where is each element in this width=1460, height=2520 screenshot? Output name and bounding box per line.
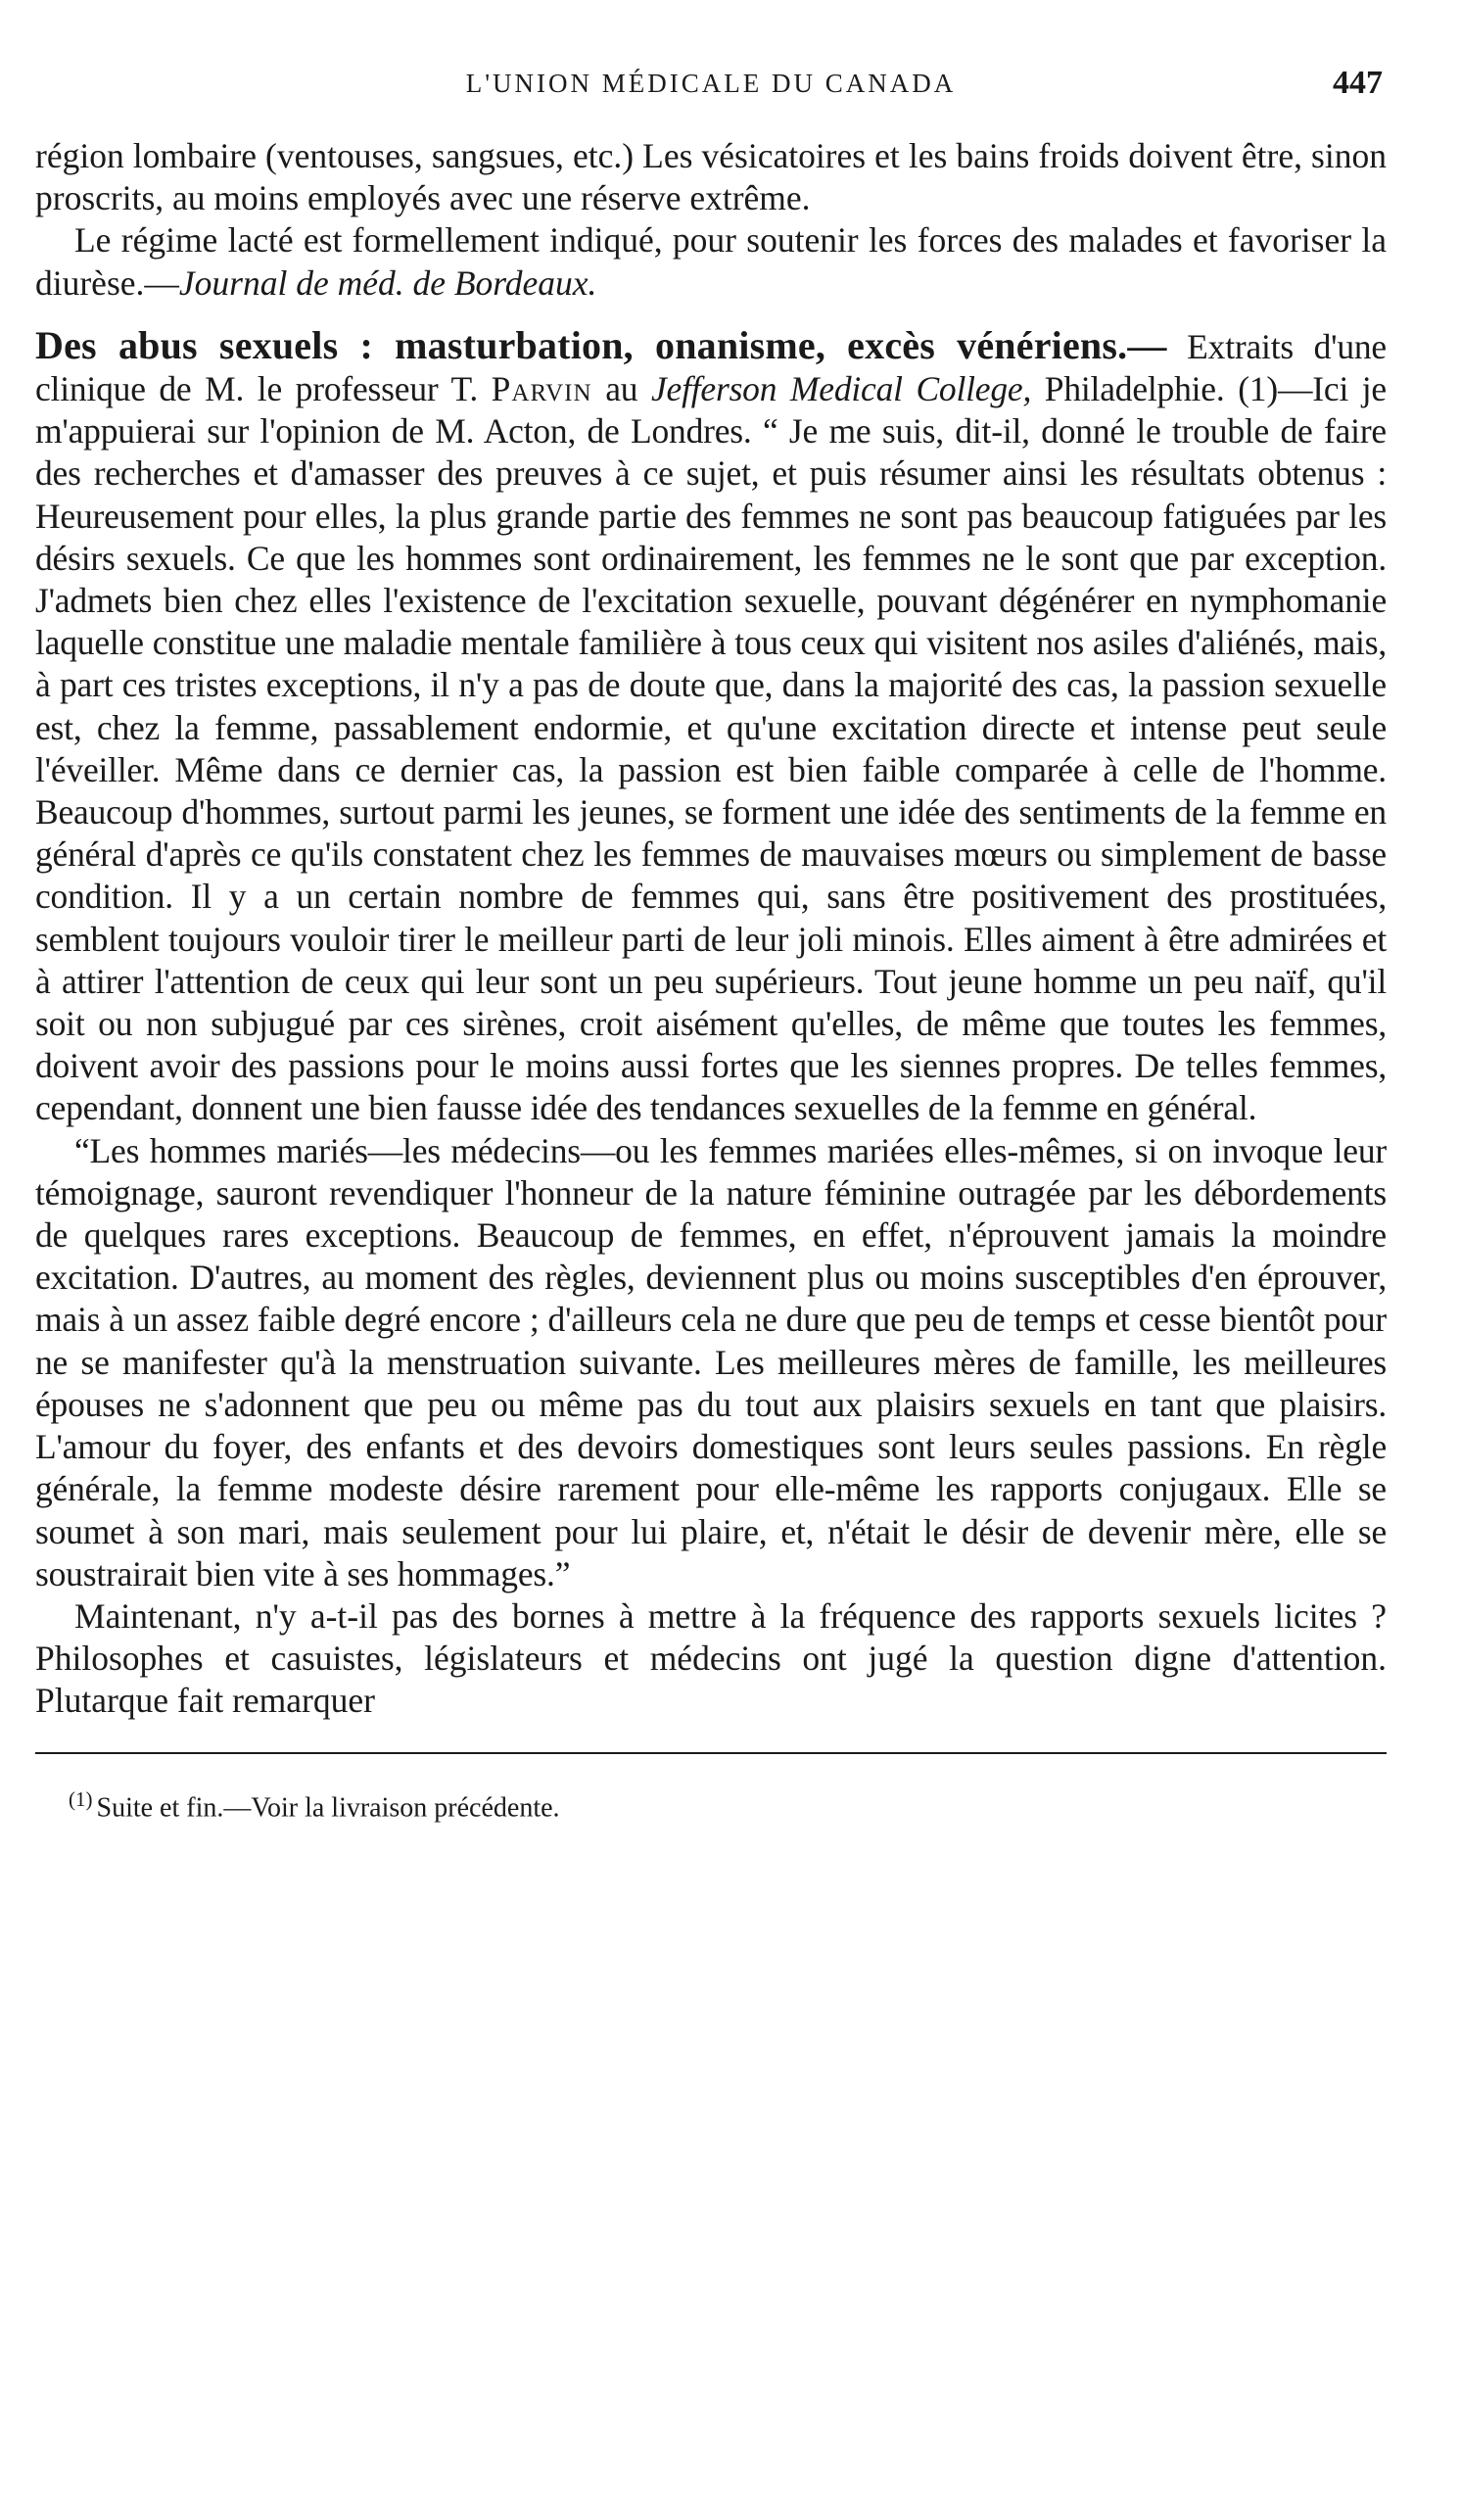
section-gap (35, 305, 1387, 324)
prev-article-paragraph-2 (35, 219, 1387, 304)
running-title: L'UNION MÉDICALE DU CANADA (465, 69, 957, 98)
article-paragraph-3: Maintenant, n'y a-t-il pas des bornes à mettre à la fréquence des rapports sexuels licites ? Philosophes et casuistes, législateurs et médecins ont jugé la question digne d'attention. Plutarque fait remarquer (35, 1595, 1387, 1721)
prev-article-paragraph-2-text: Le régime lacté est formellement indiqué, pour soutenir les forces des malades et favoriser la diurèse.— (35, 220, 1387, 303)
article-intro-c: Philadelphie. (1044, 369, 1225, 409)
footnote-mark: (1) (69, 1786, 93, 1811)
article-paragraph-1 (35, 324, 1387, 1130)
article-paragraph-1-body: —Ici je m'appuierai sur l'opinion de M. Acton, de Londres. “ Je me suis, dit-il, donné le trouble de faire des recherches et d'amasser des preuves à ce sujet, et puis résumer ainsi les résultats obtenus : Heureusement pour elles, la plus grande partie des femmes ne sont pas beaucoup fatiguées par les désirs sexuels. Ce que les hommes sont ordinairement, les femmes ne le sont que par exception. J'admets bien chez elles l'existence de l'excitation sexuelle, pouvant dégénérer en nymphomanie laquelle constitue une maladie mentale familière à tous ceux qui visitent nos asiles d'aliénés, mais, à part ces tristes exceptions, il n'y a pas de doute que, dans la majorité des cas, la passion sexuelle est, chez la femme, passablement endormie, et qu'une excitation directe et intense peut seule l'éveiller. Même dans ce dernier cas, la passion est bien faible comparée à celle de l'homme. Beaucoup d'hommes, surtout parmi les jeunes, se forment une idée des sentiments de la femme en général d'après ce qu'ils constatent chez les femmes de mauvaises mœurs ou simplement de basse condition. Il y a un certain nombre de femmes qui, sans être positivement des prostituées, semblent toujours vouloir tirer le meilleur parti de leur joli minois. Elles aiment à être admirées et à attirer l'attention de ceux qui leur sont un peu supérieurs. Tout jeune homme un peu naïf, qu'il soit ou non subjugué par ces sirènes, croit aisément qu'elles, de même que toutes les femmes, doivent avoir des passions pour le moins aussi fortes que les siennes propres. De telles femmes, cependant, donnent une bien fausse idée des tendances sexuelles de la femme en général. (35, 369, 1387, 1128)
footnote (35, 1782, 1387, 1826)
article-intro-a: Extraits d'une clinique de M. le professeur T. (35, 326, 1387, 409)
page-number: 447 (1333, 65, 1383, 101)
article-intro-b: au (605, 369, 638, 409)
prev-article-source: Journal de méd. de Bordeaux. (178, 262, 597, 303)
article-paragraph-2: “Les hommes mariés—les médecins—ou les femmes mariées elles-mêmes, si on invoque leur témoignage, sauront revendiquer l'honneur de la nature féminine outragée par les débordements de quelques rares exceptions. Beaucoup de femmes, en effet, n'éprouvent jamais la moindre excitation. D'autres, au moment des règles, deviennent plus ou moins susceptibles d'en éprouver, mais à un assez faible degré encore ; d'ailleurs cela ne dure que peu de temps et cesse bientôt pour ne se manifester qu'à la menstruation suivante. Les meilleures mères de famille, les meilleures épouses ne s'adonnent que peu ou même pas du tout aux plaisirs sexuels en tant que plaisirs. L'amour du foyer, des enfants et des devoirs domestiques sont leurs seules passions. En règle générale, la femme modeste désire rarement pour elle-même les rapports conjugaux. Elle se soumet à son mari, mais seulement pour lui plaire, et, n'était le désir de devenir mère, elle se soustrairait bien vite à ses hommages.” (35, 1130, 1387, 1593)
article-college: Jefferson Medical College, (650, 369, 1032, 409)
prev-article-paragraph-1: région lombaire (ventouses, sangsues, etc.) Les vésicatoires et les bains froids doivent être, sinon proscrits, au moins employés avec une réserve extrême. (35, 136, 1387, 218)
footnote-reference: (1) (1238, 369, 1278, 409)
running-head (35, 65, 1387, 114)
page (35, 65, 1387, 1826)
article-title: Des abus sexuels : masturbation, onanisme, excès vénériens.— (35, 322, 1167, 367)
footnote-text: Suite et fin.—Voir la livraison précédente. (96, 1791, 560, 1823)
article-author: Parvin (491, 369, 592, 409)
footnote-rule (35, 1752, 1387, 1754)
